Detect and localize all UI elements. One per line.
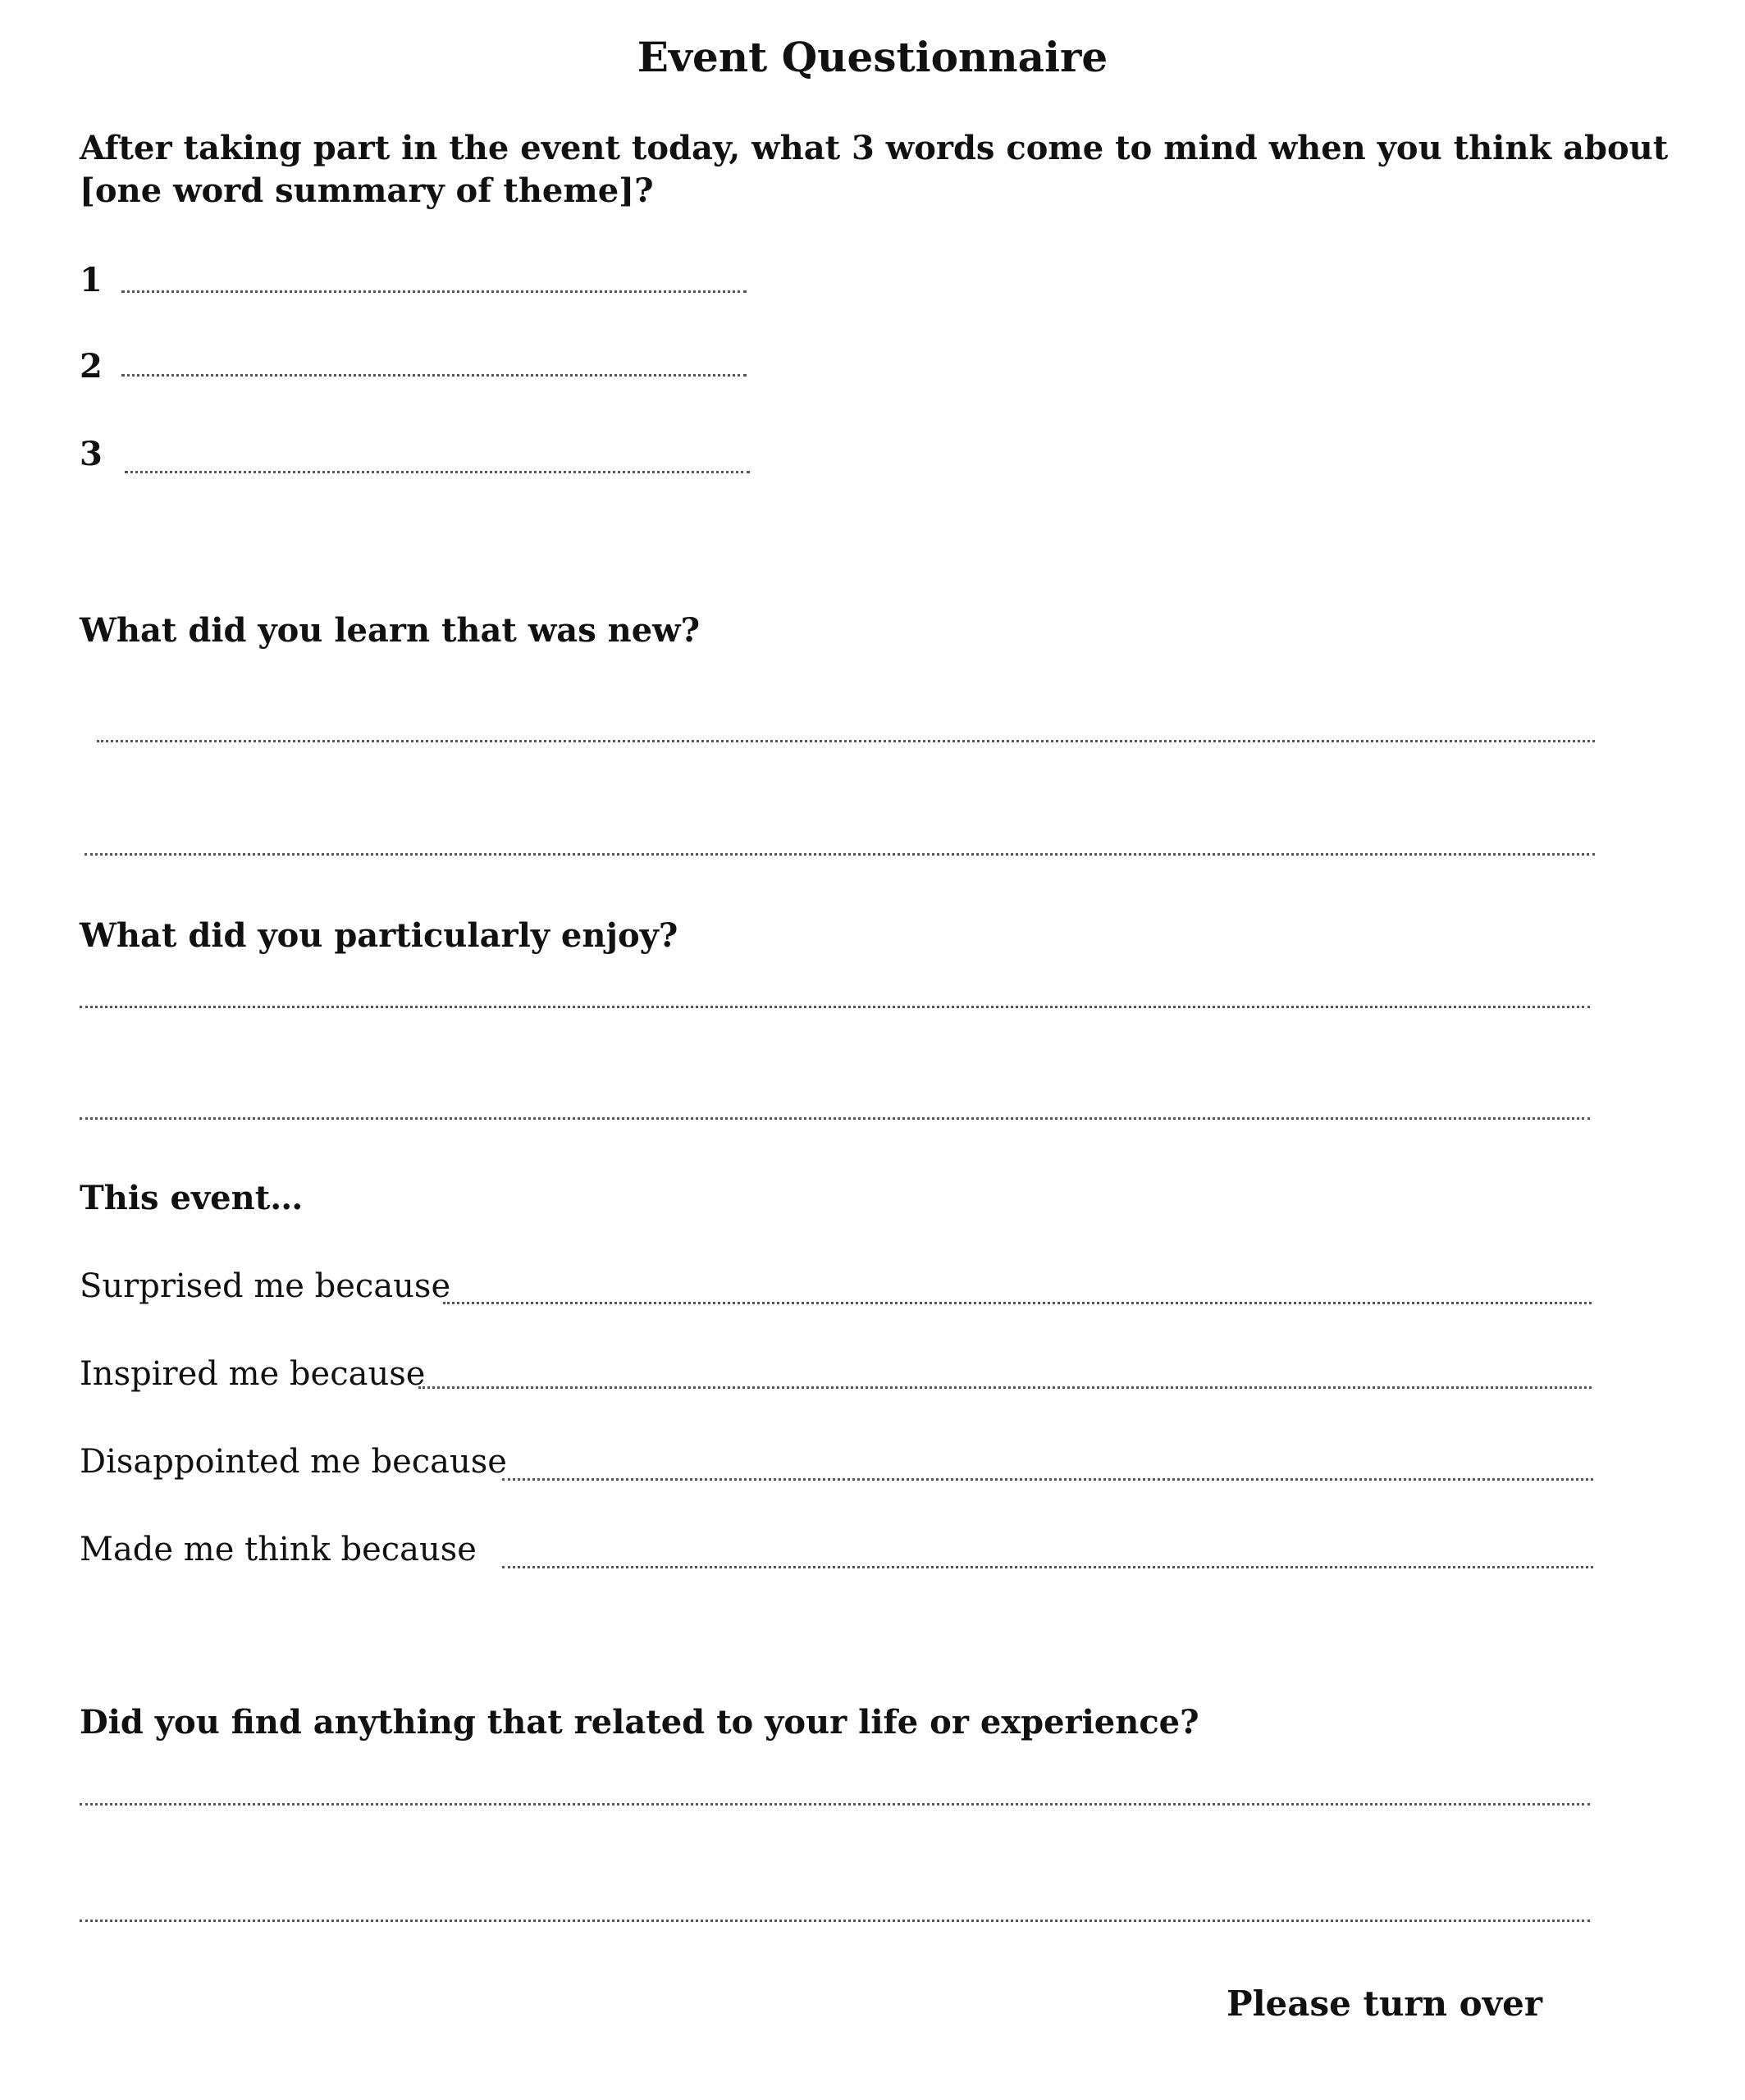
related-answer-line-2[interactable]	[80, 1920, 1590, 1922]
inspired-answer-line[interactable]	[418, 1386, 1592, 1389]
this-event-heading: This event…	[80, 1179, 304, 1217]
learned-new-answer-line-1[interactable]	[97, 740, 1595, 742]
question-three-words: After taking part in the event today, what 3 words come to mind when you think about [one word summary of theme]?	[80, 129, 1669, 210]
question-related: Did you find anything that related to your life or experience?	[80, 1703, 1199, 1742]
question-learned-new: What did you learn that was new?	[80, 611, 701, 650]
learned-new-answer-line-2[interactable]	[85, 853, 1595, 856]
enjoyed-answer-line-2[interactable]	[80, 1117, 1590, 1120]
inspired-label: Inspired me because	[80, 1355, 426, 1393]
disappointed-answer-line[interactable]	[502, 1478, 1593, 1481]
enjoyed-answer-line-1[interactable]	[80, 1006, 1590, 1008]
made-me-think-label: Made me think because	[80, 1531, 477, 1568]
please-turn-over-note: Please turn over	[1227, 1984, 1542, 2024]
word-2-answer-line[interactable]	[121, 374, 747, 377]
made-me-think-answer-line[interactable]	[502, 1566, 1593, 1568]
word-number-3: 3	[80, 435, 103, 473]
surprised-label: Surprised me because	[80, 1267, 451, 1305]
word-number-1: 1	[80, 261, 103, 299]
word-number-2: 2	[80, 347, 103, 386]
word-3-answer-line[interactable]	[125, 471, 750, 473]
disappointed-label: Disappointed me because	[80, 1443, 507, 1481]
page-title: Event Questionnaire	[637, 33, 1108, 81]
word-1-answer-line[interactable]	[121, 290, 747, 293]
related-answer-line-1[interactable]	[80, 1803, 1590, 1806]
question-enjoyed: What did you particularly enjoy?	[80, 916, 678, 955]
surprised-answer-line[interactable]	[443, 1302, 1592, 1304]
